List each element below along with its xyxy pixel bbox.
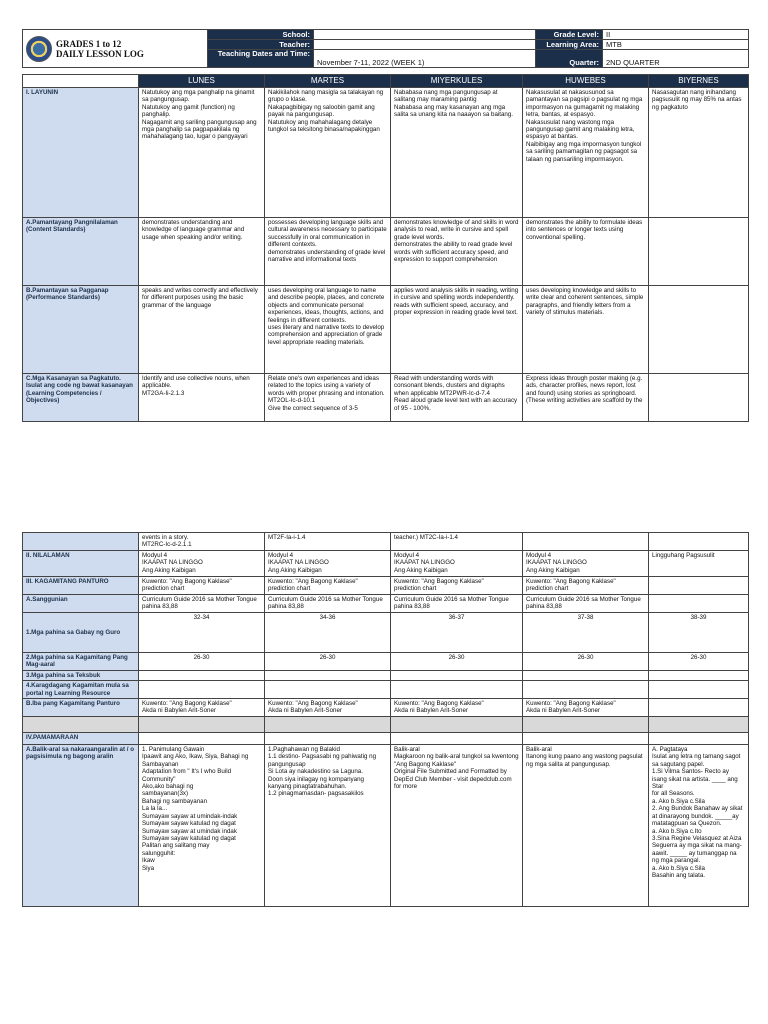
table-row bbox=[23, 699, 749, 717]
cell-tuesday: Kuwento: "Ang Bagong Kaklase" Akda ni Babylen Arit-Soner bbox=[265, 699, 391, 717]
day-header-thursday: HUWEBES bbox=[523, 75, 649, 88]
cell-tuesday bbox=[265, 733, 391, 745]
row-label bbox=[23, 717, 139, 733]
table-row bbox=[23, 533, 749, 551]
cell-friday bbox=[649, 699, 749, 717]
cell-monday: 26-30 bbox=[139, 652, 265, 670]
table-row bbox=[23, 733, 749, 745]
row-label bbox=[23, 533, 139, 551]
row-label: 2.Mga pahina sa Kagamitang Pang Mag-aaral bbox=[23, 652, 139, 670]
grade-level-label: Grade Level: bbox=[536, 30, 603, 40]
cell-monday bbox=[139, 681, 265, 699]
cell-monday: Identify and use collective nouns, when applicable. MT2GA-Ii-2.1.3 bbox=[139, 374, 265, 422]
cell-monday: events in a story. MT2RC-Ic-d-2.1.1 bbox=[139, 533, 265, 551]
table-row bbox=[23, 88, 749, 218]
cell-thursday: Modyul 4 IKAAPAT NA LINGGO Ang Aking Kaibigan bbox=[523, 550, 649, 576]
row-label: II. NILALAMAN bbox=[23, 550, 139, 576]
cell-monday bbox=[139, 733, 265, 745]
table-row bbox=[23, 576, 749, 594]
table-row bbox=[23, 286, 749, 374]
cell-tuesday: uses developing oral language to name and describe people, places, and concrete objects and communicate personal experiences, ideas, thoughts, actions, and feelings in different contexts. uses literary and narrative texts to develop comprehension and appreciation of grade level appropriate reading materials. bbox=[265, 286, 391, 374]
cell-wednesday: Balik-aral Magkaroon ng balik-aral tungkol sa kwentong "Ang Bagong Kaklase" Original File Submitted and Formatted by DepEd Club Member - visit depedclub.com for more bbox=[391, 745, 523, 907]
table-row bbox=[23, 670, 749, 680]
teaching-dates-value: November 7-11, 2022 (WEEK 1) bbox=[314, 50, 536, 68]
cell-thursday: Kuwento: "Ang Bagong Kaklase" prediction chart bbox=[523, 576, 649, 594]
cell-wednesday: Curriculum Guide 2016 sa Mother Tongue pahina 83,88 bbox=[391, 594, 523, 612]
cell-monday: Kuwento: "Ang Bagong Kaklase" Akda ni Babylen Arit-Soner bbox=[139, 699, 265, 717]
day-header-wednesday: MIYERKULES bbox=[391, 75, 523, 88]
cell-thursday: Balik-aral Itanong kung paano ang wastong pagsulat ng mga salita at pangungusap. bbox=[523, 745, 649, 907]
school-label: School: bbox=[208, 30, 314, 40]
cell-thursday bbox=[523, 533, 649, 551]
cell-thursday: Express ideas through poster making (e.g. ads, character profiles, news report, lost and found) using stories as springboard.(These writing activities are scaffold by the bbox=[523, 374, 649, 422]
corner-cell bbox=[23, 75, 139, 88]
cell-thursday: Nakasusulat at nakasusunod sa pamantayan sa pagsipi o pagsulat ng mga impormasyon na gumagamit ng malaking letra, bantas, at espasyo. Nakasusulat nang wastong mga pangungusap gamit ang malaking letra, espasyo at bantas. Naibibigay ang mga impormasyon tungkol sa sariling pamamagitan ng pagsagot sa talaan ng pansariling impormasyon. bbox=[523, 88, 649, 218]
quarter-value: 2ND QUARTER bbox=[603, 50, 749, 68]
grade-level-value: II bbox=[603, 30, 749, 40]
row-label: 3.Mga pahina sa Teksbuk bbox=[23, 670, 139, 680]
day-header-monday: LUNES bbox=[139, 75, 265, 88]
table-row bbox=[23, 374, 749, 422]
cell-friday bbox=[649, 670, 749, 680]
cell-thursday: uses developing knowledge and skills to write clear and coherent sentences, simple paragraphs, and friendly letters from a variety of stimulus materials. bbox=[523, 286, 649, 374]
cell-tuesday: possesses developing language skills and cultural awareness necessary to participate successfully in oral communication in different contexts. demonstrates understanding of grade level narrative and informational texts bbox=[265, 218, 391, 286]
table-row bbox=[23, 550, 749, 576]
cell-wednesday: teacher.) MT2C-Ia-i-1.4 bbox=[391, 533, 523, 551]
cell-tuesday: Curriculum Guide 2016 sa Mother Tongue pahina 83,88 bbox=[265, 594, 391, 612]
cell-tuesday bbox=[265, 717, 391, 733]
learning-area-value: MTB bbox=[603, 40, 749, 50]
cell-friday: 38-39 bbox=[649, 612, 749, 652]
table-row bbox=[23, 218, 749, 286]
cell-thursday: Kuwento: "Ang Bagong Kaklase" Akda ni Babylen Arit-Soner bbox=[523, 699, 649, 717]
cell-tuesday: Nakikilahok nang masigla sa talakayan ng grupo o klase. Nakapagbibigay ng saloobin gamit ang payak na pangungusap. Natutukoy ang mahahalagang detalye tungkol sa teksitong binasa/napakinggan bbox=[265, 88, 391, 218]
cell-tuesday: 34-36 bbox=[265, 612, 391, 652]
cell-friday bbox=[649, 733, 749, 745]
cell-monday: Curriculum Guide 2016 sa Mother Tongue pahina 83,88 bbox=[139, 594, 265, 612]
cell-thursday: demonstrates the ability to formulate ideas into sentences or longer texts using conventional spelling. bbox=[523, 218, 649, 286]
cell-friday: A. Pagtataya Isulat ang letra ng tamang sagot sa sagutang papel. 1.Si Vilma Santos- Recto ay isang sikat na artista. ____ ang Star for all Seasons. a. Ako b.Siya c.Sila 2. Ang Bundok Banahaw ay sikat at dinarayong bundok. _____ay matatagpuan sa Quezon. a. Ako b.Siya c.Ito 3.Sina Regine Velasquez at Aiza Seguerra ay mga sikat na mang-aawit. _____ ay tumanggap na ng mga parangal. a. Ako b.Siya c.Sila Basahin ang talata. bbox=[649, 745, 749, 907]
header-table bbox=[22, 29, 749, 68]
table-row bbox=[23, 717, 749, 733]
procedures-table bbox=[22, 532, 749, 907]
cell-wednesday: Read with understanding words with consonant blends, clusters and digraphs when applicable MT2PWR-Ic-d-7.4 Read aloud grade level text with an accuracy of 95 - 100%. bbox=[391, 374, 523, 422]
teaching-dates-label: Teaching Dates and Time: bbox=[208, 50, 314, 68]
cell-tuesday: 26-30 bbox=[265, 652, 391, 670]
cell-tuesday: Modyul 4 IKAAPAT NA LINGGO Ang Aking Kaibigan bbox=[265, 550, 391, 576]
cell-wednesday: demonstrates knowledge of and skills in word analysis to read, write in cursive and spell grade level words. demonstrates the ability to read grade level words with sufficient accuracy speed, and expression to support comprehension bbox=[391, 218, 523, 286]
cell-monday: 1. Panimulang Gawain Ipaawit ang Ako, Ikaw, Siya, Bahagi ng Sambayanan Adaptation from " It's I who Build Community" Ako,ako bahagi ng sambayanan(3x) Bahagi ng sambayanan La la la... Sumayaw sayaw at umindak-indak Sumayaw sayaw katulad ng dagat Sumayaw sayaw at umindak indak Sumayaw sayaw katulad ng dagat Palitan ang salitang may salungguhit: Ikaw Siya bbox=[139, 745, 265, 907]
cell-wednesday: Kuwento: "Ang Bagong Kaklase" prediction chart bbox=[391, 576, 523, 594]
cell-thursday bbox=[523, 733, 649, 745]
cell-thursday bbox=[523, 670, 649, 680]
cell-monday: demonstrates understanding and knowledge of language grammar and usage when speaking and/or writing. bbox=[139, 218, 265, 286]
learning-area-label: Learning Area: bbox=[536, 40, 603, 50]
row-label: 1.Mga pahina sa Gabay ng Guro bbox=[23, 612, 139, 652]
cell-tuesday: Relate one's own experiences and ideas related to the topics using a variety of words with proper phrasing and intonation. MT2OL-Ic-d-10.1 Give the correct sequence of 3-5 bbox=[265, 374, 391, 422]
lesson-log-page-1 bbox=[22, 29, 748, 422]
day-header-tuesday: MARTES bbox=[265, 75, 391, 88]
row-label: IV.PAMAMARAAN bbox=[23, 733, 139, 745]
title-line-2: DAILY LESSON LOG bbox=[56, 48, 144, 59]
cell-wednesday: applies word analysis skills in reading, writing in cursive and spelling words independently. reads with sufficient speed, accuracy, and proper expression in reading grade level text. bbox=[391, 286, 523, 374]
cell-wednesday bbox=[391, 681, 523, 699]
day-header-friday: BIYERNES bbox=[649, 75, 749, 88]
cell-friday bbox=[649, 681, 749, 699]
cell-tuesday bbox=[265, 681, 391, 699]
cell-thursday: 26-30 bbox=[523, 652, 649, 670]
cell-wednesday bbox=[391, 670, 523, 680]
cell-monday: Natutukoy ang mga panghalip na ginamit sa pangungusap. Natutukoy ang gamit (function) ng panghalip. Nagagamit ang sariling pangungusap ang mga panghalip sa pagpapakilala ng mahahalagang tao, lugar o pangyayari bbox=[139, 88, 265, 218]
cell-monday: 32-34 bbox=[139, 612, 265, 652]
cell-wednesday bbox=[391, 717, 523, 733]
cell-monday bbox=[139, 717, 265, 733]
cell-monday: speaks and writes correctly and effectively for different purposes using the basic grammar of the language bbox=[139, 286, 265, 374]
cell-friday bbox=[649, 286, 749, 374]
row-label: A.Sanggunian bbox=[23, 594, 139, 612]
cell-tuesday: Kuwento: "Ang Bagong Kaklase" prediction chart bbox=[265, 576, 391, 594]
row-label: I. LAYUNIN bbox=[23, 88, 139, 218]
cell-tuesday: 1.Paghahawan ng Balakid 1.1 destino- Pagsasabi ng pahiwatig ng pangungusap Si Lota ay nakadestino sa Laguna. Doon siya inilagay ng kompanyang kanyang pinagtatrabahuhan. 1.2 pinagmamasdan- pagsasakilos bbox=[265, 745, 391, 907]
row-label: B.Pamantayan sa Pagganap (Performance Standards) bbox=[23, 286, 139, 374]
cell-wednesday: 36-37 bbox=[391, 612, 523, 652]
school-value bbox=[314, 30, 536, 40]
quarter-label: Quarter: bbox=[536, 50, 603, 68]
cell-monday bbox=[139, 670, 265, 680]
title-line-1: GRADES 1 to 12 bbox=[56, 38, 122, 49]
cell-monday: Modyul 4 IKAAPAT NA LINGGO Ang Aking Kaibigan bbox=[139, 550, 265, 576]
deped-seal-icon bbox=[26, 36, 52, 62]
cell-thursday bbox=[523, 681, 649, 699]
teacher-value bbox=[314, 40, 536, 50]
lesson-log-page-2 bbox=[22, 532, 748, 907]
cell-wednesday: Nababasa nang mga pangungusap at salitang may maraming pantig Nababasa ang may kasanayan ang mga salita sa unang kita na naaayon sa baitang. bbox=[391, 88, 523, 218]
cell-monday: Kuwento: "Ang Bagong Kaklase" prediction chart bbox=[139, 576, 265, 594]
cell-friday: 26-30 bbox=[649, 652, 749, 670]
cell-friday bbox=[649, 594, 749, 612]
table-row bbox=[23, 681, 749, 699]
table-row bbox=[23, 745, 749, 907]
cell-tuesday: MT2F-Ia-i-1.4 bbox=[265, 533, 391, 551]
document-title bbox=[56, 39, 144, 59]
header-logo-title bbox=[23, 30, 208, 68]
cell-wednesday: Kuwento: "Ang Bagong Kaklase" Akda ni Babylen Arit-Soner bbox=[391, 699, 523, 717]
cell-friday bbox=[649, 717, 749, 733]
row-label: C.Mga Kasanayan sa Pagkatuto. Isulat ang code ng bawat kasanayan (Learning Competencies / Objectives) bbox=[23, 374, 139, 422]
row-label: A.Balik-aral sa nakaraangaralin at / o pagsisimula ng bagong aralin bbox=[23, 745, 139, 907]
table-row bbox=[23, 652, 749, 670]
row-label: B.Iba pang Kagamitang Panturo bbox=[23, 699, 139, 717]
objectives-table bbox=[22, 74, 749, 422]
table-row bbox=[23, 594, 749, 612]
cell-friday bbox=[649, 576, 749, 594]
cell-thursday: Curriculum Guide 2016 sa Mother Tongue pahina 83,88 bbox=[523, 594, 649, 612]
row-label: III. KAGAMITANG PANTURO bbox=[23, 576, 139, 594]
cell-thursday: 37-38 bbox=[523, 612, 649, 652]
cell-wednesday: 26-30 bbox=[391, 652, 523, 670]
cell-friday bbox=[649, 218, 749, 286]
cell-thursday bbox=[523, 717, 649, 733]
cell-friday: Nasasagutan nang inihandang pagsusulit ng may 85% na antas ng pagkatuto bbox=[649, 88, 749, 218]
cell-friday bbox=[649, 374, 749, 422]
row-label: 4.Karagdagang Kagamitan mula sa portal ng Learning Resource bbox=[23, 681, 139, 699]
cell-friday bbox=[649, 533, 749, 551]
cell-wednesday: Modyul 4 IKAAPAT NA LINGGO Ang Aking Kaibigan bbox=[391, 550, 523, 576]
cell-tuesday bbox=[265, 670, 391, 680]
row-label: A.Pamantayang Pangnilalaman (Content Standards) bbox=[23, 218, 139, 286]
table-row bbox=[23, 612, 749, 652]
cell-wednesday bbox=[391, 733, 523, 745]
teacher-label: Teacher: bbox=[208, 40, 314, 50]
cell-friday: Lingguhang Pagsusulit bbox=[649, 550, 749, 576]
